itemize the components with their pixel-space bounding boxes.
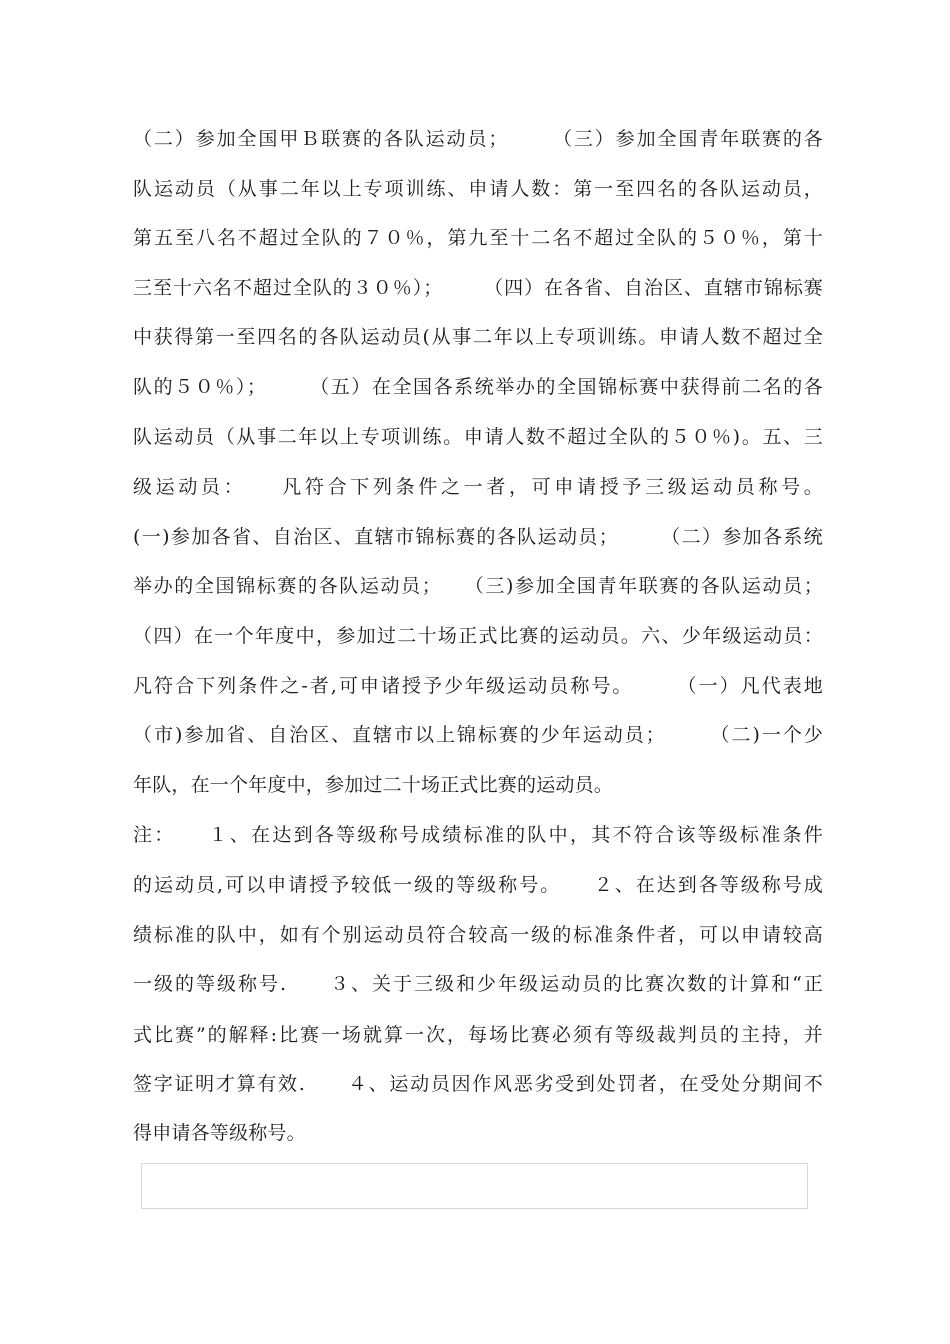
text-line: 注： １、在达到各等级称号成绩标准的队中，其不符合该等级标准条件 — [133, 824, 823, 846]
text-line: 得申请各等级称号。 — [133, 1122, 306, 1144]
text-line: 凡符合下列条件之-者,可申诸授予少年级运动员称号。 （一）凡代表地 — [133, 675, 823, 697]
text-line: 队运动员（从事二年以上专项训练、申请人数：第一至四名的各队运动员， — [133, 178, 823, 200]
text-line: 一级的等级称号. ３、关于三级和少年级运动员的比赛次数的计算和“正 — [133, 973, 823, 995]
text-line: 式比赛”的解释:比赛一场就算一次，每场比赛必须有等级裁判员的主持，并 — [133, 1024, 823, 1046]
text-line: 的运动员,可以申请授予较低一级的等级称号。 ２、在达到各等级称号成 — [133, 874, 823, 896]
text-line: (一)参加各省、自治区、直辖市锦标赛的各队运动员； （二）参加各系统 — [133, 526, 823, 548]
text-line: 级运动员： 凡符合下列条件之一者，可申请授予三级运动员称号。 — [133, 476, 823, 498]
text-line: 中获得第一至四名的各队运动员(从事二年以上专项训练。申请人数不超过全 — [133, 326, 823, 348]
text-line: （二）参加全国甲Ｂ联赛的各队运动员； （三）参加全国青年联赛的各 — [133, 128, 823, 150]
text-line: （市)参加省、自治区、直辖市以上锦标赛的少年运动员； （二)一个少 — [133, 724, 823, 746]
text-line: 队的５０％）； （五）在全国各系统举办的全国锦标赛中获得前二名的各 — [133, 376, 823, 398]
text-line: 第五至八名不超过全队的７０％，第九至十二名不超过全队的５０％，第十 — [133, 227, 823, 249]
empty-text-box — [141, 1163, 808, 1209]
text-line: 签字证明才算有效. ４、运动员因作风恶劣受到处罚者，在受处分期间不 — [133, 1073, 823, 1095]
text-line: 举办的全国锦标赛的各队运动员； （三)参加全国青年联赛的各队运动员； — [133, 575, 823, 597]
text-line: （四）在一个年度中，参加过二十场正式比赛的运动员。六、少年级运动员： — [133, 625, 823, 647]
text-line: 年队，在一个年度中，参加过二十场正式比赛的运动员。 — [133, 774, 614, 796]
text-line: 队运动员（从事二年以上专项训练。申请人数不超过全队的５０％)。五、三 — [133, 426, 823, 448]
text-line: 绩标准的队中，如有个别运动员符合较高一级的标准条件者，可以申请较高 — [133, 924, 823, 946]
text-line: 三至十六名不超过全队的３０％）； （四）在各省、自治区、直辖市锦标赛 — [133, 277, 823, 299]
